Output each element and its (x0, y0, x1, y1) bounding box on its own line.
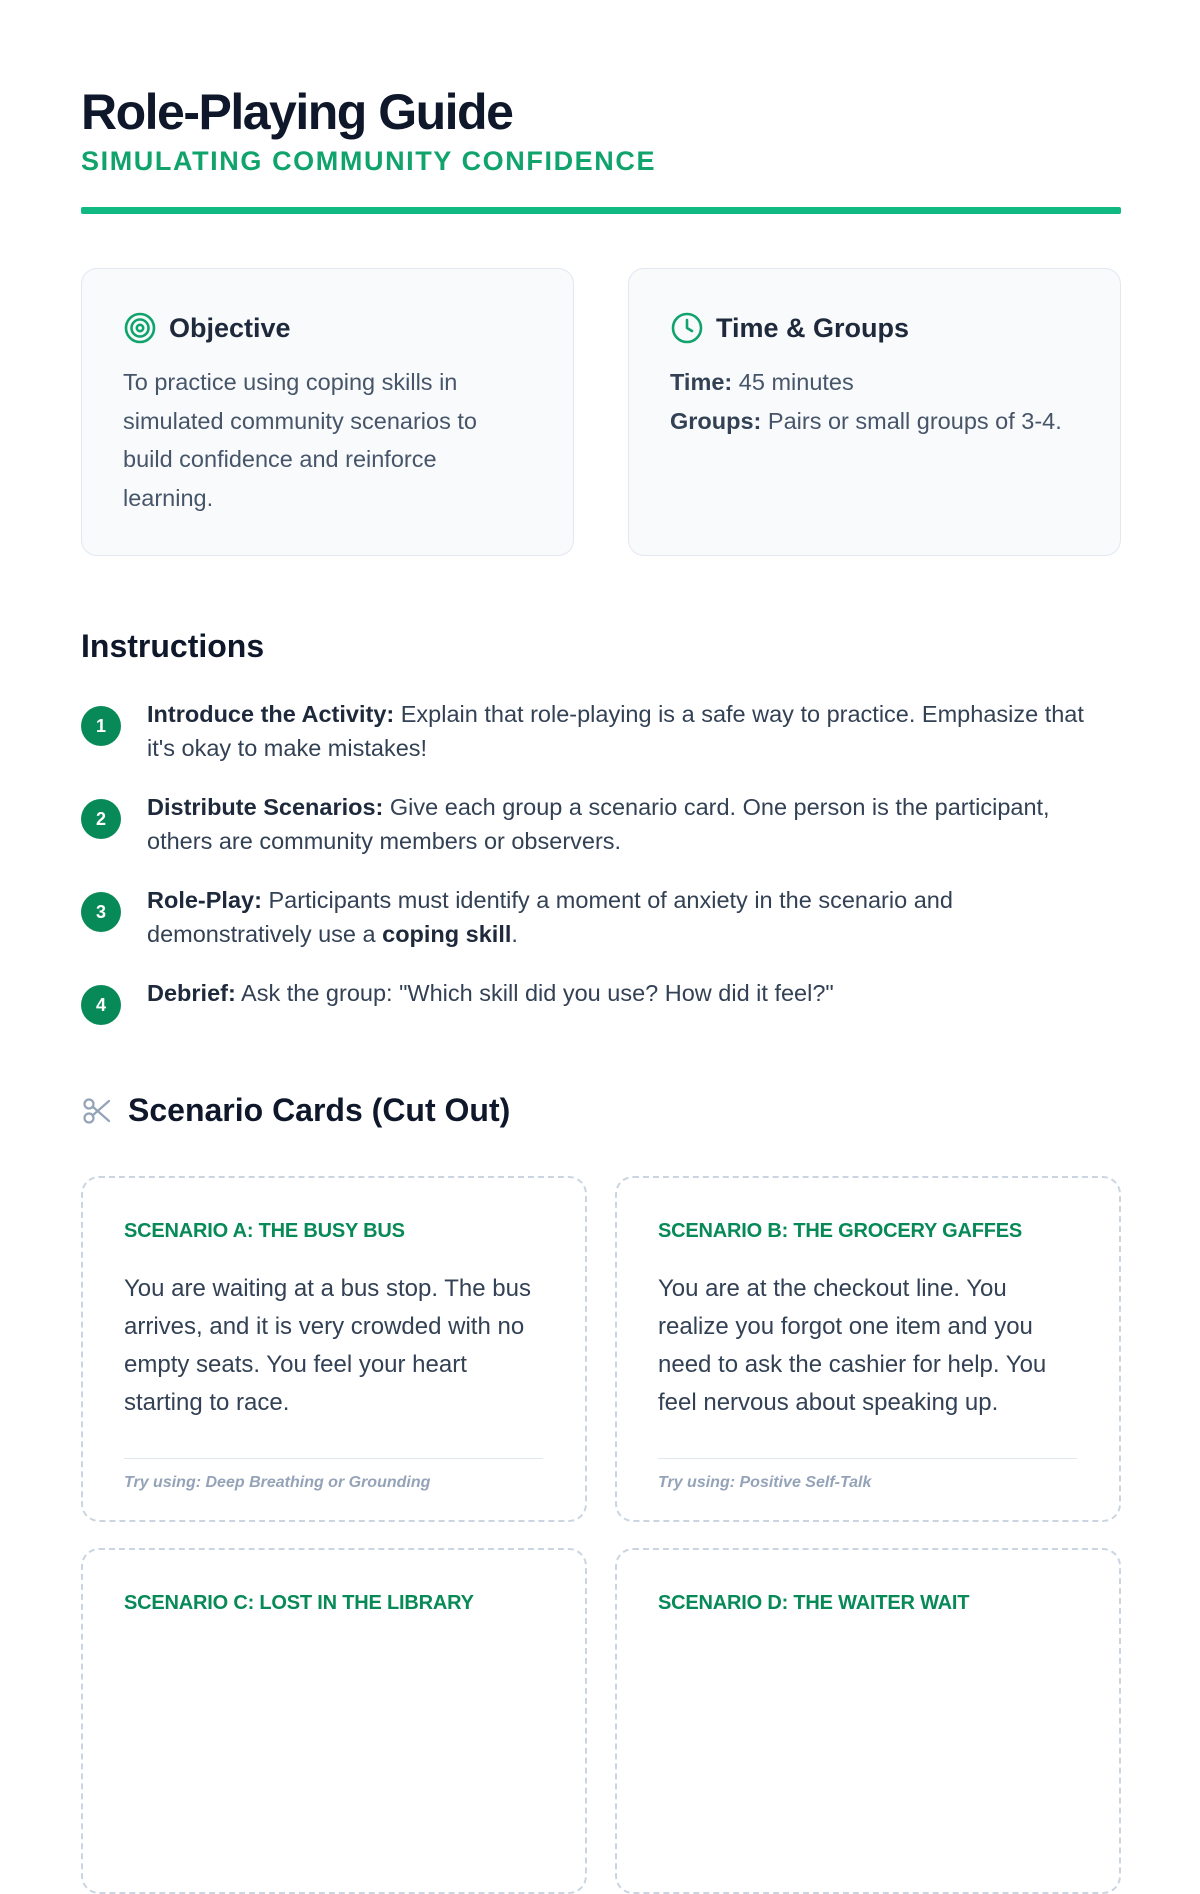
scenario-body: You are waiting at a bus stop. The bus arrives, and it is very crowded with no empty seats. You feel your heart starting to race. (124, 1275, 531, 1416)
scenario-tip: Try using: Deep Breathing or Grounding (124, 1474, 431, 1491)
step-label: Distribute Scenarios: (147, 794, 384, 820)
objective-heading: Objective (169, 312, 291, 343)
step-number: 1 (81, 706, 121, 746)
step-label: Introduce the Activity: (147, 701, 395, 727)
time-groups-heading: Time & Groups (716, 312, 910, 343)
step-label: Debrief: (147, 980, 236, 1006)
step-body: Give each group a scenario card. One person is the participant, others are community members or observers. (147, 794, 1050, 854)
scissors-icon (81, 1095, 113, 1127)
target-icon (123, 311, 157, 345)
groups-label: Groups: (670, 407, 762, 434)
step-body: Participants must identify a moment of anxiety in the scenario and demonstratively use a (147, 887, 953, 947)
step-label: Role-Play: (147, 887, 262, 913)
instruction-step (81, 790, 1121, 860)
scenario-cards-heading: Scenario Cards (Cut Out) (128, 1092, 511, 1128)
instruction-step (81, 976, 1121, 1046)
page-subtitle: SIMULATING COMMUNITY CONFIDENCE (81, 146, 657, 176)
instructions-heading: Instructions (81, 628, 265, 664)
scenario-title: SCENARIO B: THE GROCERY GAFFES (658, 1220, 1023, 1242)
step-text (147, 883, 1117, 951)
clock-icon (670, 311, 704, 345)
card-divider (124, 1458, 543, 1459)
scenario-body: You are at the checkout line. You realize you forgot one item and you need to ask the cashier for help. You feel nervous about speaking up. (658, 1275, 1047, 1416)
scenario-tip: Try using: Positive Self-Talk (658, 1474, 872, 1491)
step-tail: . (511, 921, 518, 947)
scenario-cards-header (81, 1092, 510, 1129)
time-label: Time: (670, 369, 733, 395)
scenario-card (615, 1548, 1121, 1894)
step-text (147, 697, 1117, 765)
objective-card (81, 268, 574, 556)
instruction-step (81, 883, 1121, 953)
groups-value: Pairs or small groups of 3-4. (761, 407, 1062, 434)
scenario-card (81, 1548, 587, 1894)
card-divider (658, 1458, 1077, 1459)
scenario-card (615, 1176, 1121, 1522)
step-number: 3 (81, 892, 121, 932)
groups-line (670, 402, 1080, 441)
scenario-title: SCENARIO A: THE BUSY BUS (124, 1220, 405, 1242)
time-groups-card (628, 268, 1121, 556)
objective-text: To practice using coping skills in simulated community scenarios to build confidence and reinforce learning. (123, 369, 477, 511)
step-text (147, 790, 1117, 858)
step-body: Explain that role-playing is a safe way to practice. Emphasize that it's okay to make mistakes! (147, 701, 1084, 761)
step-bold-term: coping skill (382, 921, 512, 947)
step-number: 4 (81, 985, 121, 1025)
step-body: Ask the group: "Which skill did you use? How did it feel?" (235, 980, 834, 1006)
scenario-title: SCENARIO D: THE WAITER WAIT (658, 1592, 970, 1614)
step-text (147, 976, 1117, 1010)
step-number: 2 (81, 799, 121, 839)
scenario-title: SCENARIO C: LOST IN THE LIBRARY (124, 1592, 474, 1614)
time-value: 45 minutes (732, 369, 854, 395)
title-divider (81, 207, 1121, 214)
instruction-step (81, 697, 1121, 767)
scenario-card (81, 1176, 587, 1522)
time-line (670, 363, 1080, 402)
page-title: Role-Playing Guide (81, 84, 513, 140)
